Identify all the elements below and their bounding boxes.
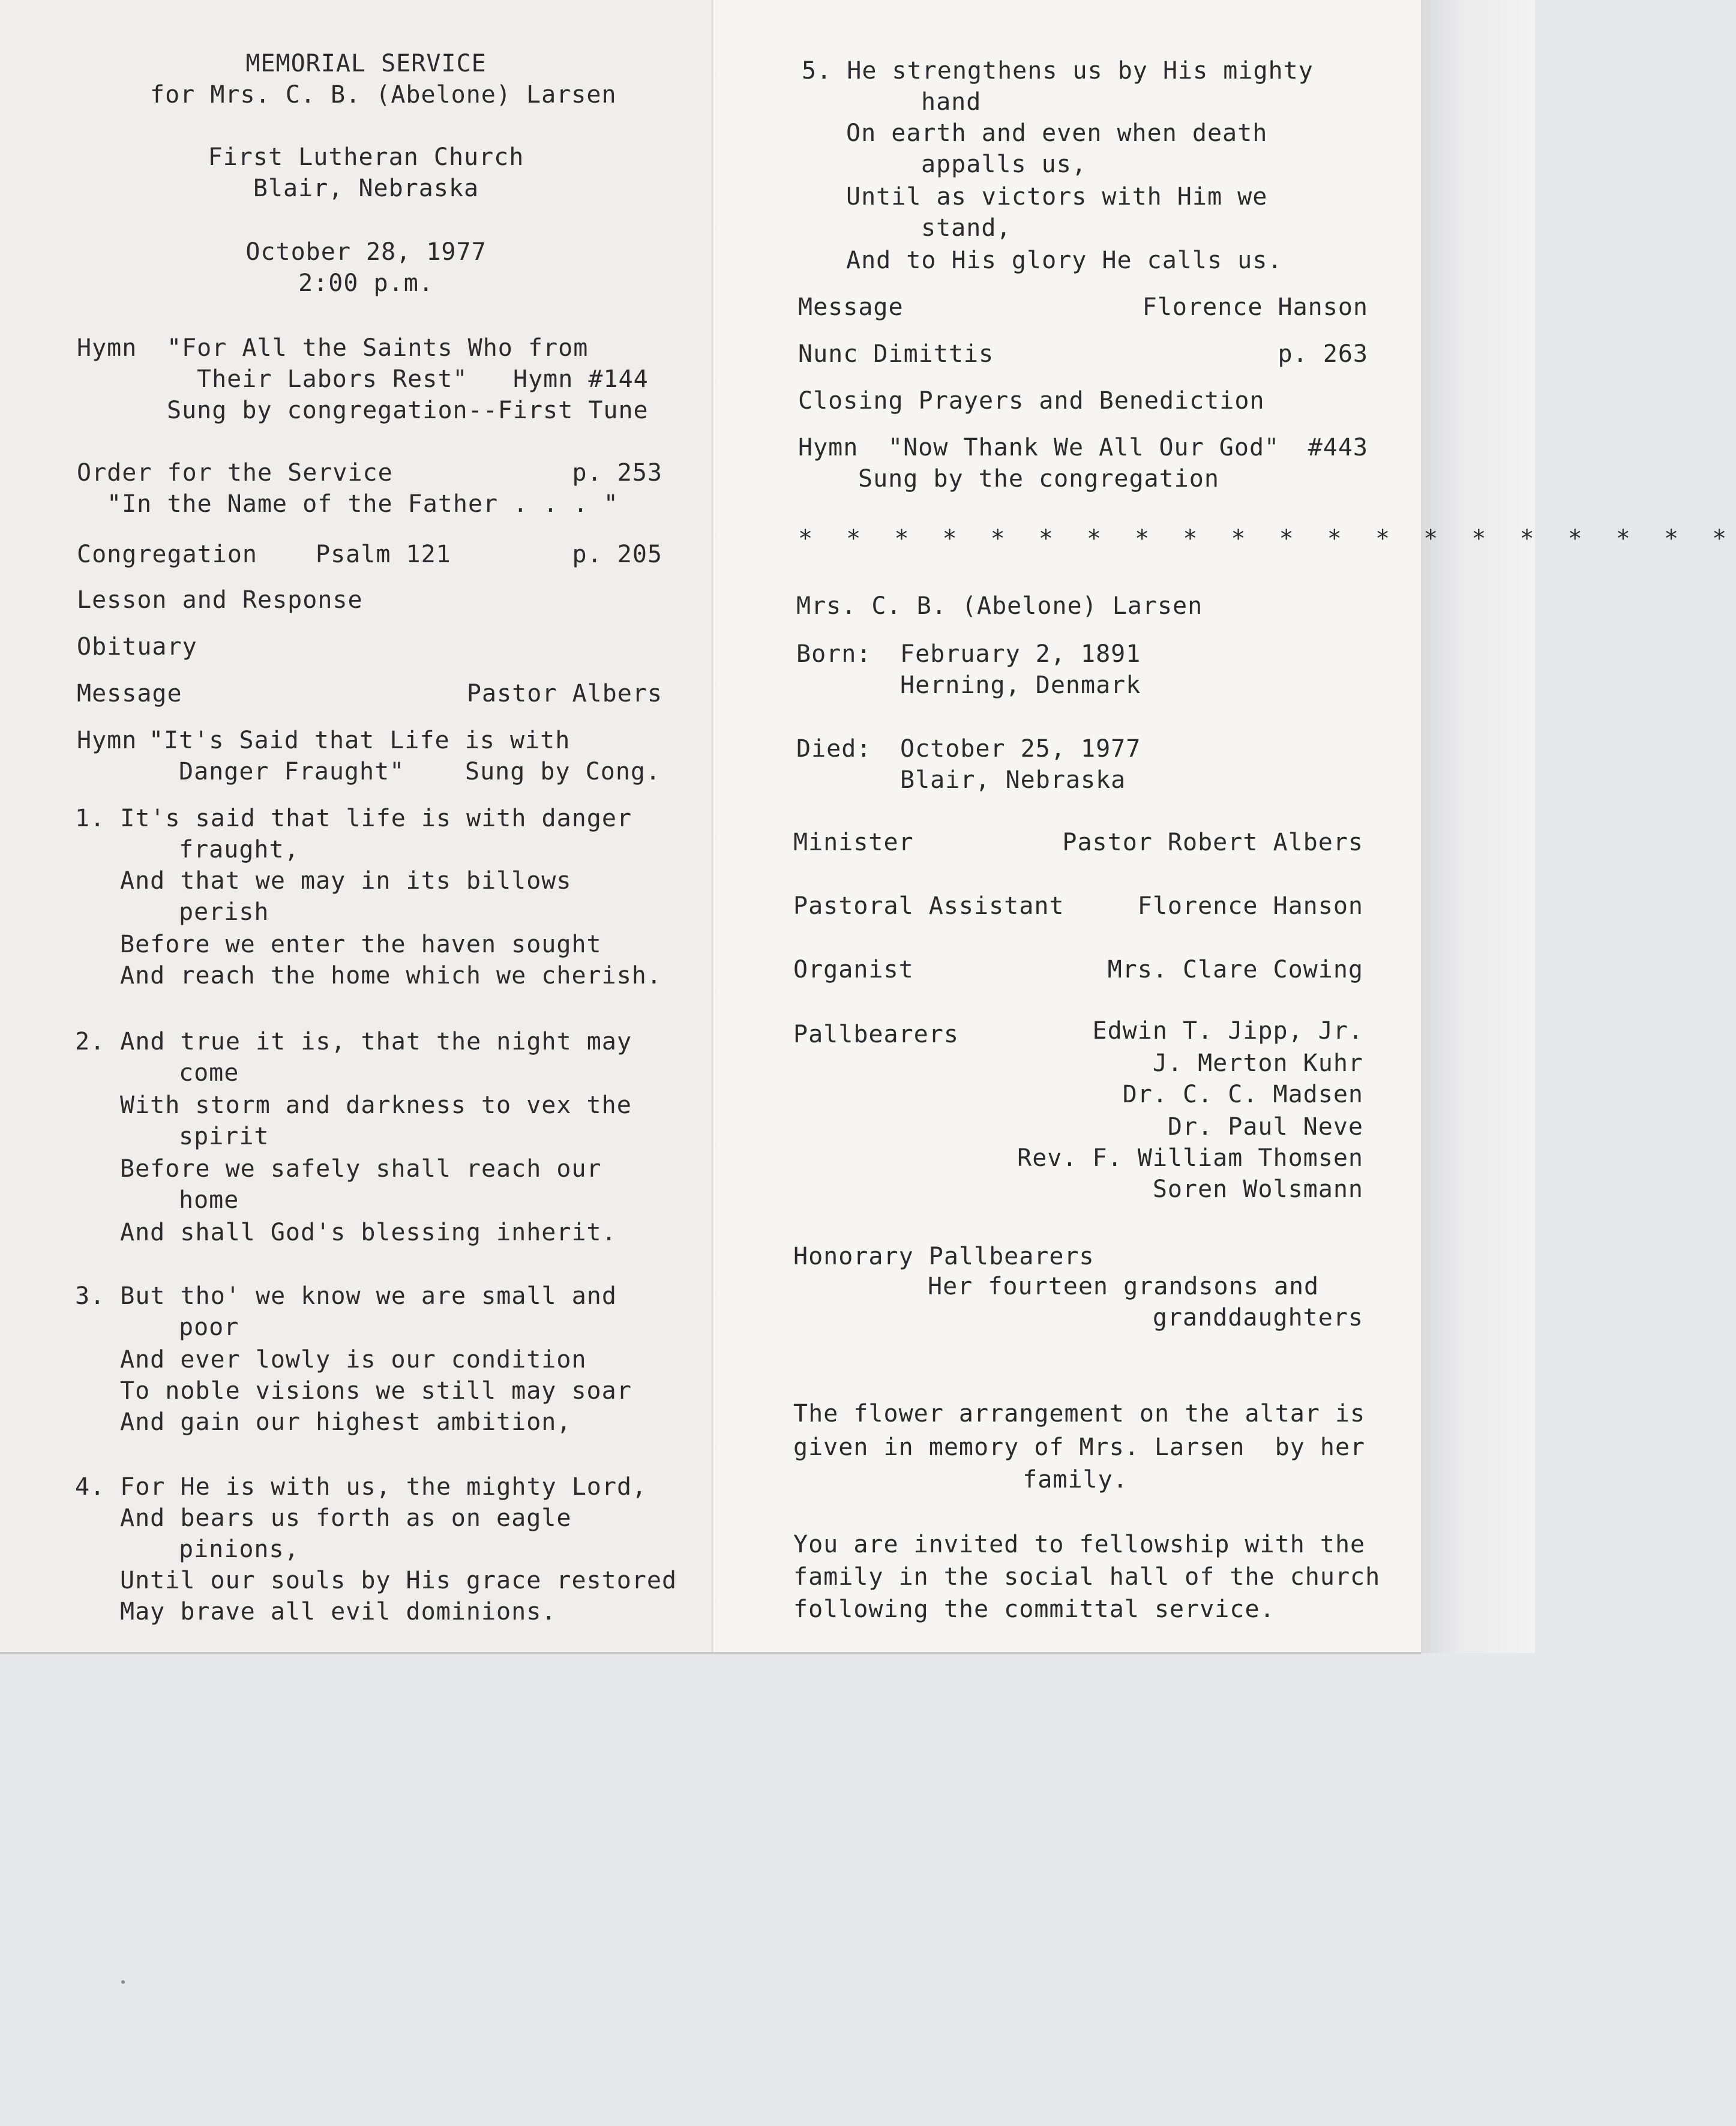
assistant-label: Pastoral Assistant — [793, 892, 1065, 920]
verse3-line5: And gain our highest ambition, — [120, 1408, 572, 1436]
verse2-line3: With storm and darkness to vex the — [120, 1092, 632, 1119]
nunc-page: p. 263 — [1278, 340, 1368, 368]
honorary-line2: granddaughters — [1152, 1304, 1363, 1332]
pallbearer-name: Rev. F. William Thomsen — [1017, 1144, 1363, 1172]
paper-edge — [0, 1652, 1421, 1654]
honorary-line1: Her fourteen grandsons and — [928, 1273, 1320, 1300]
order-of-service: Order for the Service — [77, 459, 393, 487]
verse2-line4: spirit — [179, 1123, 269, 1150]
nunc-dimittis: Nunc Dimittis — [798, 340, 994, 368]
church-name: First Lutheran Church — [208, 143, 524, 171]
obituary-line: Obituary — [77, 633, 197, 661]
verse2-line5: Before we safely shall reach our — [120, 1155, 602, 1183]
died-date: October 25, 1977 — [900, 735, 1141, 763]
fellowship-note-line3: following the committal service. — [793, 1596, 1275, 1623]
service-date: October 28, 1977 — [245, 238, 487, 266]
hymn2-note: Sung by Cong. — [465, 758, 661, 785]
verse2-line1: 2. And true it is, that the night may — [75, 1028, 632, 1055]
organist-label: Organist — [793, 956, 914, 983]
message2-speaker: Florence Hanson — [1142, 293, 1368, 321]
died-label: Died: — [796, 735, 872, 763]
divider-stars: * * * * * * * * * * * * * * * * * * * * — [798, 525, 1736, 553]
hymn1-title-cont: Their Labors Rest" — [197, 365, 468, 393]
deceased-name: Mrs. C. B. (Abelone) Larsen — [796, 592, 1203, 620]
hymn1-number: Hymn #144 — [513, 365, 649, 393]
flowers-note-line2: given in memory of Mrs. Larsen by her — [793, 1434, 1366, 1461]
verse4-line5: May brave all evil dominions. — [120, 1598, 557, 1626]
verse2-line6: home — [179, 1186, 239, 1214]
born-date: February 2, 1891 — [900, 640, 1141, 668]
verse5-line5: Until as victors with Him we — [846, 183, 1268, 211]
message1-speaker: Pastor Albers — [466, 680, 662, 707]
verse1-line5: Before we enter the haven sought — [120, 931, 602, 958]
verse4-line3: pinions, — [179, 1536, 299, 1563]
born-label: Born: — [796, 640, 872, 668]
center-fold — [712, 0, 716, 1653]
organist-name: Mrs. Clare Cowing — [1107, 956, 1363, 983]
pallbearer-name: Edwin T. Jipp, Jr. — [1092, 1017, 1363, 1045]
born-place: Herning, Denmark — [900, 671, 1141, 699]
verse5-line1: 5. He strengthens us by His mighty — [802, 57, 1314, 85]
verse4-line2: And bears us forth as on eagle — [120, 1504, 572, 1532]
hymn3-number: #443 — [1308, 434, 1368, 461]
message2-label: Message — [798, 293, 904, 321]
hymn2-title: "It's Said that Life is with — [149, 727, 571, 754]
verse1-line4: perish — [179, 898, 269, 926]
verse5-line6: stand, — [921, 214, 1012, 242]
verse5-line7: And to His glory He calls us. — [846, 247, 1283, 274]
died-place: Blair, Nebraska — [900, 766, 1126, 794]
pallbearer-name: Soren Wolsmann — [1152, 1176, 1363, 1203]
lesson-line: Lesson and Response — [77, 586, 363, 614]
verse3-line3: And ever lowly is our condition — [120, 1346, 587, 1374]
honoree-line: for Mrs. C. B. (Abelone) Larsen — [150, 81, 617, 109]
verse2-line7: And shall God's blessing inherit. — [120, 1219, 617, 1246]
verse1-line2: fraught, — [179, 836, 299, 863]
verse3-line2: poor — [179, 1314, 239, 1341]
pallbearer-name: Dr. Paul Neve — [1167, 1113, 1363, 1141]
psalm-page: p. 205 — [572, 541, 662, 568]
hymn1-title: "For All the Saints Who from — [167, 334, 589, 362]
psalm-ref: Psalm 121 — [316, 541, 451, 568]
pallbearer-name: J. Merton Kuhr — [1152, 1049, 1363, 1077]
verse1-line3: And that we may in its billows — [120, 867, 572, 895]
honorary-label: Honorary Pallbearers — [793, 1243, 1095, 1270]
flowers-note-line3: family. — [1023, 1466, 1128, 1494]
closing-prayers: Closing Prayers and Benediction — [798, 387, 1265, 415]
verse5-line2: hand — [921, 88, 982, 116]
pallbearer-name: Dr. C. C. Madsen — [1122, 1081, 1363, 1108]
church-location: Blair, Nebraska — [253, 175, 479, 202]
verse2-line2: come — [179, 1059, 239, 1087]
assistant-name: Florence Hanson — [1137, 892, 1363, 920]
minister-name: Pastor Robert Albers — [1062, 829, 1363, 856]
verse3-line4: To noble visions we still may soar — [120, 1377, 632, 1405]
hymn2-title-cont: Danger Fraught" — [179, 758, 405, 785]
verse4-line1: 4. For He is with us, the mighty Lord, — [75, 1473, 647, 1501]
service-time: 2:00 p.m. — [298, 269, 434, 297]
service-title: MEMORIAL SERVICE — [245, 50, 487, 77]
verse3-line1: 3. But tho' we know we are small and — [75, 1282, 617, 1310]
verse1-line6: And reach the home which we cherish. — [120, 962, 662, 989]
hymn2-label: Hymn — [77, 727, 137, 754]
dust-speck — [121, 1980, 125, 1984]
message1-label: Message — [77, 680, 182, 707]
fellowship-note-line1: You are invited to fellowship with the — [793, 1531, 1366, 1558]
scanner-background — [1421, 0, 1535, 1653]
hymn3-title: "Now Thank We All Our God" — [888, 434, 1280, 461]
minister-label: Minister — [793, 829, 914, 856]
order-of-service-page: p. 253 — [572, 459, 662, 487]
hymn1-label: Hymn — [77, 334, 137, 362]
fellowship-note-line2: family in the social hall of the church — [793, 1563, 1381, 1591]
verse5-line4: appalls us, — [921, 151, 1087, 178]
order-of-service-sub: "In the Name of the Father . . . " — [107, 490, 619, 518]
verse5-line3: On earth and even when death — [846, 119, 1268, 147]
hymn3-label: Hymn — [798, 434, 859, 461]
hymn3-note: Sung by the congregation — [858, 465, 1219, 493]
pallbearers-label: Pallbearers — [793, 1021, 959, 1048]
verse4-line4: Until our souls by His grace restored — [120, 1567, 677, 1594]
congregation-label: Congregation — [77, 541, 257, 568]
verse1-line1: 1. It's said that life is with danger — [75, 805, 632, 832]
hymn1-note: Sung by congregation--First Tune — [167, 397, 649, 424]
flowers-note-line1: The flower arrangement on the altar is — [793, 1400, 1366, 1428]
